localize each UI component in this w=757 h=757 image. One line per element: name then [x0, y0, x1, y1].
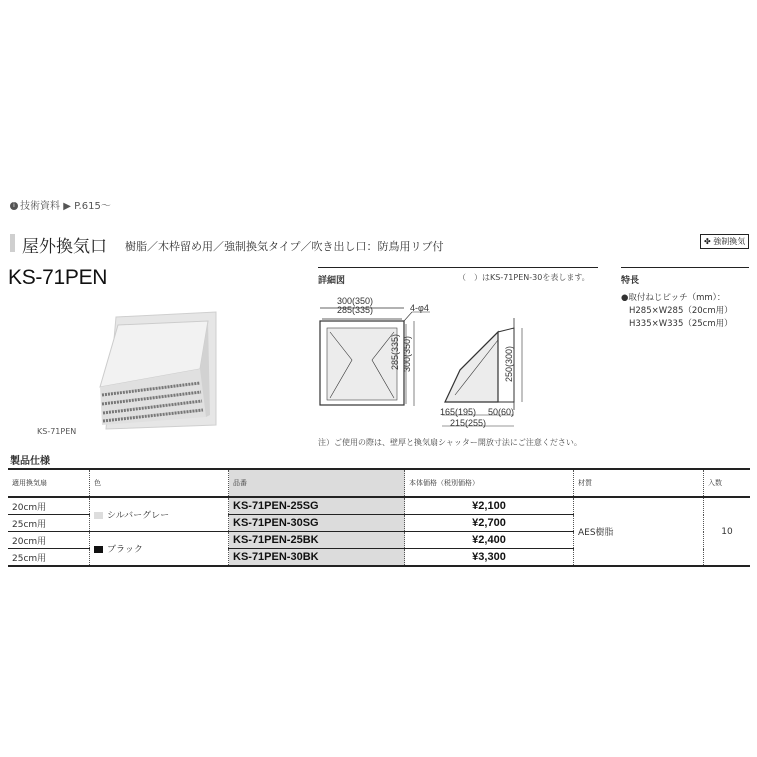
product-subtitle: 樹脂／木枠留め用／強制換気タイプ／吹き出し口：防鳥用リブ付 [125, 240, 444, 253]
part-number-cell: KS-71PEN-25SG [229, 497, 405, 515]
detail-note: （ ）はKS-71PEN-30を表します。 [458, 273, 590, 282]
feature-line: H285×W285（20cm用） [629, 306, 733, 316]
badge-label: 強制換気 [713, 237, 746, 246]
color-label: シルバーグレー [107, 511, 170, 521]
model-number: KS-71PEN [8, 266, 108, 289]
silver-grey-swatch [94, 512, 103, 519]
col-quantity: 入数 [704, 469, 751, 497]
color-label: ブラック [107, 545, 143, 555]
features-rule [621, 267, 749, 268]
features-heading: 特長 [621, 276, 640, 286]
part-number-cell: KS-71PEN-30BK [229, 549, 405, 567]
feature-line: H335×W335（25cm用） [629, 319, 733, 329]
spec-heading: 製品仕様 [10, 456, 50, 467]
col-material: 材質 [574, 469, 704, 497]
dim-depth-a: 165(195) [440, 407, 477, 417]
material-cell: AES樹脂 [574, 497, 704, 566]
part-number-cell: KS-71PEN-30SG [229, 515, 405, 532]
reference-link[interactable] [10, 197, 111, 212]
price-cell: ¥3,300 [405, 549, 574, 567]
table-header-row [8, 469, 750, 497]
features-list [621, 292, 733, 331]
spec-table [8, 468, 750, 567]
detail-heading: 詳細図 [318, 276, 346, 286]
product-photo [88, 307, 218, 432]
reference-page: P.615～ [74, 201, 111, 212]
arrow-icon: ▶ [63, 201, 71, 212]
dim-outer-height: 300(350) [402, 335, 412, 372]
dim-total-depth: 215(255) [450, 418, 487, 428]
fan-icon: ✤ [704, 237, 711, 246]
forced-ventilation-badge [700, 234, 749, 249]
dim-depth-b: 50(60) [488, 407, 515, 417]
title-accent-bar [10, 234, 15, 252]
black-swatch [94, 546, 103, 553]
col-fan-size: 適用換気扇 [8, 469, 90, 497]
feature-line: ●取付ねじピッチ（mm）： [621, 293, 726, 303]
dim-side-height: 250(300) [504, 345, 514, 382]
fan-size-cell: 20cm用 [8, 532, 90, 549]
dim-holes: 4-φ4 [410, 303, 429, 313]
detail-footnote: 注）ご使用の際は、壁厚と換気扇シャッター開放寸法にご注意ください。 [318, 438, 582, 447]
price-cell: ¥2,100 [405, 497, 574, 515]
detail-rule [318, 267, 598, 268]
dim-inner-height: 285(335) [390, 333, 400, 370]
fan-size-cell: 25cm用 [8, 549, 90, 567]
col-part-number: 品番 [229, 469, 405, 497]
dim-outer-width: 300(350) [337, 296, 374, 306]
part-number-cell: KS-71PEN-25BK [229, 532, 405, 549]
color-cell [90, 497, 229, 532]
col-price: 本体価格（税別価格） [405, 469, 574, 497]
dim-inner-width: 285(335) [337, 305, 374, 315]
price-cell: ¥2,400 [405, 532, 574, 549]
page-title: 屋外換気口 [22, 237, 107, 257]
fan-size-cell: 25cm用 [8, 515, 90, 532]
table-row [8, 497, 750, 515]
info-icon: i [10, 202, 18, 210]
reference-label: 技術資料 [20, 201, 60, 212]
fan-size-cell: 20cm用 [8, 497, 90, 515]
photo-caption: KS-71PEN [37, 427, 77, 436]
color-cell [90, 532, 229, 567]
price-cell: ¥2,700 [405, 515, 574, 532]
col-color: 色 [90, 469, 229, 497]
quantity-cell: 10 [704, 497, 751, 566]
